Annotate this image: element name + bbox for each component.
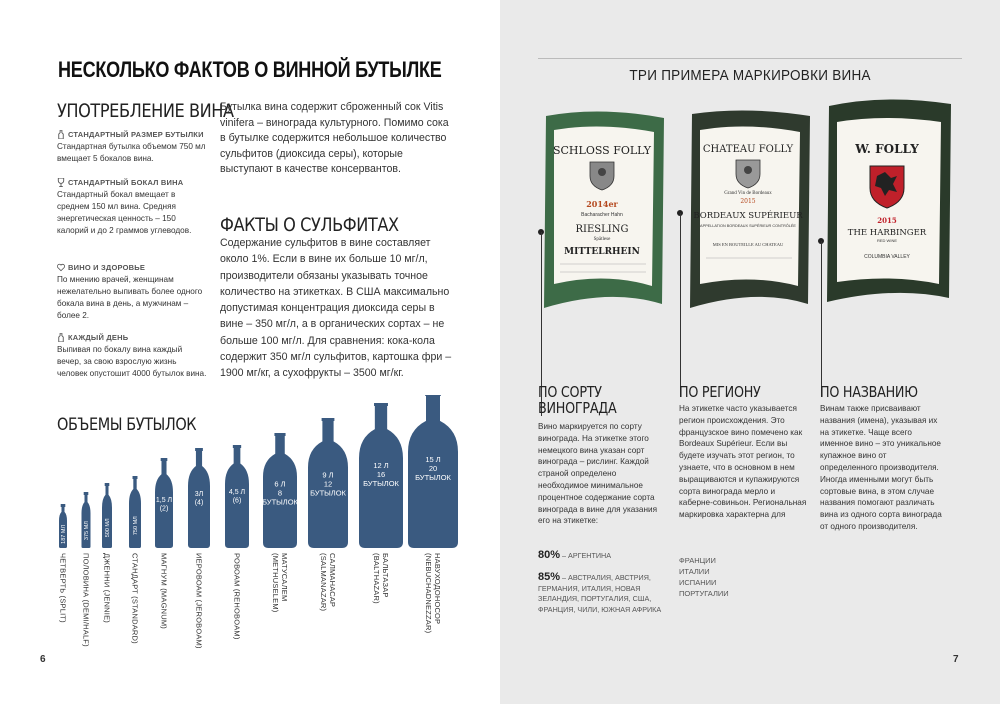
text-by-name: Винам также присваивают названия (имена), указывая их на этикетке. Чаще всего именное вино – это уникальное купажное вино от определенного производителя. Иногда именными могут быть сортовые вина, в этом случае названия помогают различать вина из одного сорта винограда от одного производителя. xyxy=(820,404,942,531)
country-item: ПОРТУГАЛИИ xyxy=(679,589,729,598)
bottle-cap xyxy=(322,418,335,421)
heart-icon xyxy=(57,263,65,272)
bottle-name-label: РОВОАМ (REHOBOAM) xyxy=(232,553,242,640)
fact-bottle-size xyxy=(57,130,207,165)
bottle-name-label: БАЛЬТАЗАР (BALTHAZAR) xyxy=(372,553,390,604)
country-item: ИТАЛИИ xyxy=(679,567,710,576)
label-variety-sub: Spätlese xyxy=(593,237,611,242)
text-by-variety: Вино маркируется по сорту винограда. На этикетке этого немецкого вина указан сорт винограда – рислинг. Каждой страной определено необходимое минимальное процентное содержание сорта винограда в вине для указания его на этикетке: xyxy=(538,422,658,526)
page-number-right: 7 xyxy=(953,654,959,665)
label-sub: Bacharacher Hahn xyxy=(581,212,623,218)
heading-by-region: ПО РЕГИОНУ xyxy=(679,383,761,401)
title-rule xyxy=(538,58,962,59)
fact-text: По мнению врачей, женщинам нежелательно выпивать более одного бокала вина в день, а мужчинам – более 2. xyxy=(57,275,203,320)
bottle-shape xyxy=(129,478,141,548)
sulfites-heading: ФАКТЫ О СУЛЬФИТАХ xyxy=(220,214,399,236)
bottle-volume-label: 15 Л 20 БУТЫЛОК xyxy=(415,454,451,482)
label-year: 2014er xyxy=(586,199,618,209)
right-title xyxy=(500,67,1000,84)
label-brand: CHATEAU FOLLY xyxy=(702,144,794,155)
fact-label: КАЖДЫЙ ДЕНЬ xyxy=(68,333,129,342)
page-title: НЕСКОЛЬКО ФАКТОВ О ВИННОЙ БУТЫЛКЕ xyxy=(58,57,442,82)
bottle-icon xyxy=(57,333,65,342)
bottle-volume-label: 500 МЛ xyxy=(105,518,111,538)
label-schloss-folly xyxy=(540,108,672,313)
label-brand: W. FOLLY xyxy=(855,142,919,156)
fact-label: СТАНДАРТНЫЙ РАЗМЕР БУТЫЛКИ xyxy=(68,130,204,139)
bottle-cap xyxy=(84,492,89,495)
bottle-cap xyxy=(374,403,388,406)
label-variety: RIESLING xyxy=(575,224,629,235)
label-variety-sub: APPELLATION BORDEAUX SUPÉRIEUR CONTRÔLÉE xyxy=(700,224,796,228)
pct-85-text: – АВСТРАЛИЯ, АВСТРИЯ, ГЕРМАНИЯ, ИТАЛИЯ, НОВАЯ ЗЕЛАНДИЯ, ПОРТУГАЛИЯ, США, ФРАНЦИЯ, ЧИЛИ, ЮЖНАЯ АФРИКА xyxy=(538,573,662,614)
label-year: 2015 xyxy=(740,198,756,205)
country-item: ИСПАНИИ xyxy=(679,578,717,587)
heading-by-variety: ПО СОРТУ ВИНОГРАДА xyxy=(538,383,617,417)
pointer-line-region xyxy=(680,213,681,397)
usage-heading: УПОТРЕБЛЕНИЕ ВИНА xyxy=(57,100,234,122)
fact-every-day xyxy=(57,333,207,380)
region-country-list xyxy=(679,555,729,599)
bottle-volume-label: 750 МЛ xyxy=(133,516,139,536)
pct-80-value: 80% xyxy=(538,549,561,561)
bottle-cap xyxy=(425,395,441,396)
bottle-name-label: НАВУХОДОНОСОР (NEBUCHADNEZZAR) xyxy=(424,553,442,634)
bottle-volume-label: 1,5 Л (2) xyxy=(155,497,173,513)
bottle-shape xyxy=(102,485,112,548)
label-region: MIS EN BOUTEILLE AU CHATEAU xyxy=(712,242,784,247)
label-w-folly xyxy=(825,96,957,311)
bottle-volume-label: 12 Л 16 БУТЫЛОК xyxy=(363,461,399,489)
fact-text: Стандартная бутылка объемом 750 мл вмещает 5 бокалов вина. xyxy=(57,142,206,163)
bottle-volume-label: 6 Л 8 БУТЫЛОК xyxy=(262,479,298,507)
fact-text: Выпивая по бокалу вина каждый вечер, за свою взрослую жизнь человек опустошит 4000 бутылок вина. xyxy=(57,345,207,378)
bottle-name-label: СТАНДАРТ (STANDARD) xyxy=(130,553,140,644)
bottle-cap xyxy=(61,504,66,507)
page-number-left: 6 xyxy=(40,654,46,665)
pct-85-line xyxy=(538,572,668,615)
fact-label: СТАНДАРТНЫЙ БОКАЛ ВИНА xyxy=(68,178,184,187)
label-region: MITTELRHEIN xyxy=(564,247,640,257)
bottle-cap xyxy=(274,433,285,436)
bottle-name-label: МАГНУМ (MAGNUM) xyxy=(159,553,169,629)
fact-label: ВИНО И ЗДОРОВЬЕ xyxy=(68,263,146,272)
pct-80-text: – АРГЕНТИНА xyxy=(562,551,612,560)
bottle-name-label: ИЕРОВОАМ (JEROBOAM) xyxy=(194,553,204,649)
intro-paragraph: Бутылка вина содержит сброженный сок Vitis vinifera – винограда культурного. Помимо сока в бутылке содержится небольшое количество сульфитов (диоксида серы), которые выступают в качестве консервантов. xyxy=(220,101,449,175)
pct-85-value: 85% xyxy=(538,571,561,583)
bottle-cap xyxy=(105,483,110,486)
fact-text: Стандартный бокал вмещает в среднем 150 мл вина. Средняя энергетическая ценность – 150 калорий и до 2 граммов углеводов. xyxy=(57,190,192,235)
bottle-cap xyxy=(233,445,241,448)
bottle-volume-label: 9 Л 12 БУТЫЛОК xyxy=(310,470,346,498)
right-title-text: ТРИ ПРИМЕРА МАРКИРОВКИ ВИНА xyxy=(629,67,871,84)
heading-by-name: ПО НАЗВАНИЮ xyxy=(820,383,918,401)
sulfites-paragraph: Содержание сульфитов в вине составляет около 1%. Если в вине их больше 10 мг/л, производители обязаны указывать точное количество на этикетках. В США максимально допустимая концентрация диоксида серы в вине – 350 мг/л, а в органических сортах – не больше 100 мг/л. Для сравнения: кока-кола содержит 350 мг/л сульфитов, картошка фри – 1900 мг/кг, а сухофрукты – 3500 мг/кг. xyxy=(220,237,452,380)
bottle-name-label: ЧЕТВЕРТЬ (SPLIT) xyxy=(58,553,68,623)
country-item: ФРАНЦИИ xyxy=(679,556,716,565)
bottle-name-label: САЛМАНАСАР (SALMANAZAR) xyxy=(319,553,337,612)
fact-health xyxy=(57,263,207,322)
bottle-volume-label: 3Л (4) xyxy=(194,491,204,507)
bottle-volume-label: 4,5 Л (6) xyxy=(228,489,246,505)
right-page xyxy=(500,0,1000,704)
bottle-name-label: МАТУСАЛЕМ (METHUSELEM) xyxy=(271,553,289,613)
label-chateau-folly xyxy=(686,108,818,313)
bottle-cap xyxy=(161,458,168,461)
volumes-heading: ОБЪЕМЫ БУТЫЛОК xyxy=(57,415,197,435)
pct-80-line xyxy=(538,550,668,562)
label-variety: BORDEAUX SUPÉRIEUR xyxy=(693,211,803,221)
label-sub: Grand Vin de Bordeaux xyxy=(724,191,772,196)
label-brand: SCHLOSS FOLLY xyxy=(552,144,652,157)
label-region: COLUMBIA VALLEY xyxy=(864,254,910,260)
bottle-cap xyxy=(133,476,138,479)
label-variety: RED WINE xyxy=(877,238,897,243)
bottle-cap xyxy=(195,448,203,451)
bottle-name-label: ДЖЕННИ (JENNIE) xyxy=(102,553,112,623)
text-by-region: На этикетке часто указывается регион происхождения. Это французское вино помечено как Bordeaux Supérieur. Если вы будете изучать этот регион, то узнаете, что в основном в нем выращиваются и купажируются сорта винограда мерло и каберне-совиньон. Региональная маркировка характерна для xyxy=(679,404,807,520)
bottle-sizes-graphic xyxy=(40,395,480,555)
pointer-line-name xyxy=(821,241,822,397)
wine-glass-icon xyxy=(57,178,65,187)
bottle-volume-label: 375 МЛ xyxy=(84,521,90,541)
bottle-icon xyxy=(57,130,65,139)
label-year: 2015 xyxy=(877,216,897,225)
fact-glass xyxy=(57,178,207,237)
bottle-name-label: ПОЛОВИНА (DEMI/HALF) xyxy=(81,553,91,647)
bottle-volume-label: 187 МЛ xyxy=(61,524,67,544)
label-sub: THE HARBINGER xyxy=(847,228,927,238)
